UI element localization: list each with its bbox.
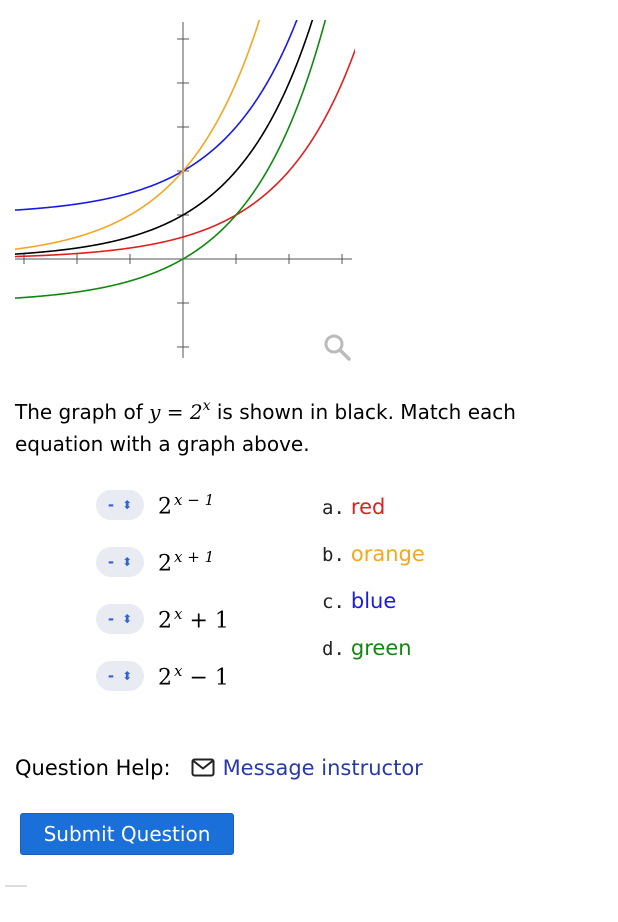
curve-blue xyxy=(13,0,362,210)
option-letter: d. xyxy=(322,638,345,660)
message-instructor-label: Message instructor xyxy=(222,756,423,780)
chevron-updown-icon: ⬍ xyxy=(122,612,133,626)
chevron-updown-icon: ⬍ xyxy=(122,669,133,683)
prompt-pre: The graph of xyxy=(15,400,143,424)
prompt-equation: $y = 2^x$ xyxy=(149,398,211,424)
equation-row-2 xyxy=(96,545,214,579)
message-instructor-link[interactable] xyxy=(191,756,423,780)
equation-exponent: x + 1 xyxy=(174,547,215,566)
select-value: - xyxy=(107,553,115,571)
answer-select-1[interactable] xyxy=(96,490,144,520)
option-label: blue xyxy=(350,589,397,613)
equation-exponent: x xyxy=(174,661,183,680)
equation-4: 2 $^x$ − 1 xyxy=(158,661,229,691)
option-letter: a. xyxy=(322,497,345,519)
option-b xyxy=(322,539,425,569)
option-label: orange xyxy=(350,542,425,566)
select-value: - xyxy=(107,496,115,514)
equation-exponent: x − 1 xyxy=(174,490,215,509)
option-letter: b. xyxy=(322,544,345,566)
help-label: Question Help: xyxy=(15,756,171,780)
option-letter: c. xyxy=(322,591,345,613)
chevron-updown-icon: ⬍ xyxy=(122,555,133,569)
equation-row-3 xyxy=(96,602,229,636)
equation-row-4 xyxy=(96,659,229,693)
question-prompt xyxy=(15,390,595,460)
prompt-post: is shown in black. Match each equation with a graph above. xyxy=(15,400,516,456)
question-help xyxy=(15,752,423,784)
graph-canvas xyxy=(0,0,380,370)
answer-select-4[interactable] xyxy=(96,661,144,691)
footer-divider xyxy=(5,885,27,887)
option-a xyxy=(322,492,385,522)
option-d xyxy=(322,633,412,663)
equation-row-1 xyxy=(96,488,214,522)
magnifier-icon[interactable] xyxy=(322,332,352,362)
equation-3: 2 $^x$ + 1 xyxy=(158,604,229,634)
option-label: green xyxy=(350,636,412,660)
equation-1: 2 $^{x - 1}$ xyxy=(158,490,215,520)
select-value: - xyxy=(107,610,115,628)
chevron-updown-icon: ⬍ xyxy=(122,498,133,512)
answer-select-2[interactable] xyxy=(96,547,144,577)
answer-select-3[interactable] xyxy=(96,604,144,634)
equation-2: 2 $^{x + 1}$ xyxy=(158,547,215,577)
equation-exponent: x xyxy=(174,604,183,623)
option-label: red xyxy=(350,495,386,519)
envelope-icon xyxy=(191,758,215,778)
select-value: - xyxy=(107,667,115,685)
graph xyxy=(0,0,380,370)
option-c xyxy=(322,586,396,616)
curve-red xyxy=(13,30,362,257)
submit-question-button[interactable]: Submit Question xyxy=(20,813,234,855)
